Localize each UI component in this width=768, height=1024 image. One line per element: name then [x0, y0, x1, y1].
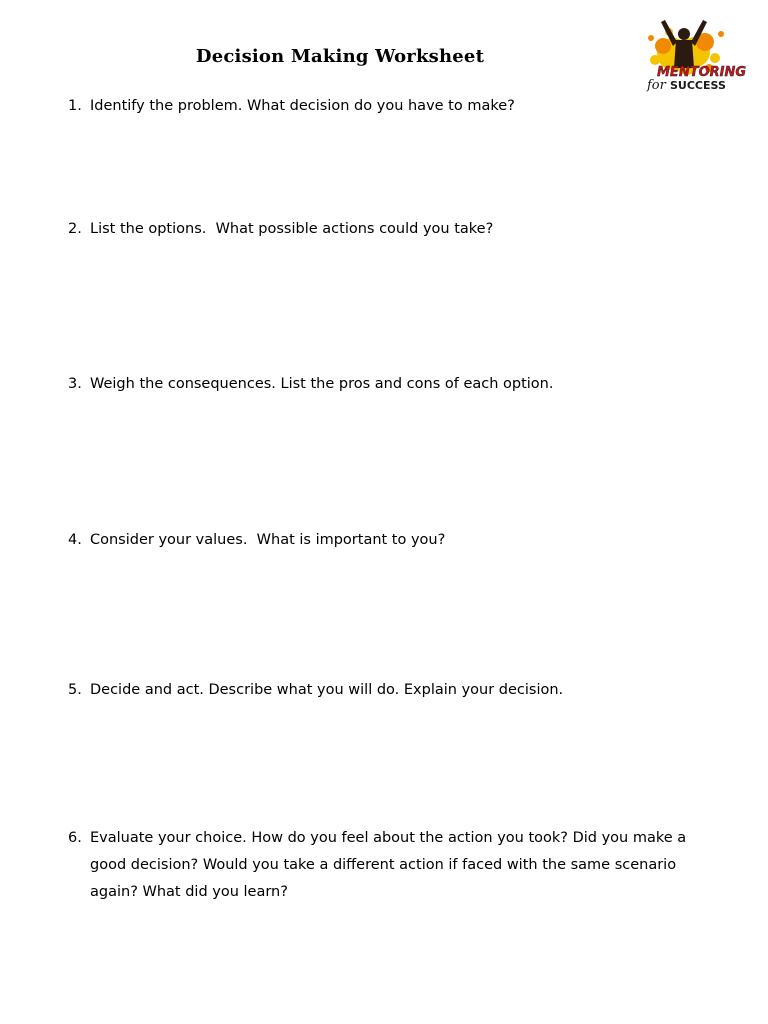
question-text: Decide and act. Describe what you will do. Explain your decision. — [90, 682, 564, 698]
page-title: Decision Making Worksheet — [195, 46, 485, 67]
logo-graphic — [643, 16, 747, 93]
question-number: 5. — [68, 682, 82, 698]
question-number: 2. — [68, 221, 82, 237]
question-text: Identify the problem. What decision do you have to make? — [90, 98, 515, 114]
question-text: Weigh the consequences. List the pros and cons of each option. — [90, 376, 554, 392]
question-number: 4. — [68, 532, 82, 548]
mentoring-for-success-logo — [643, 16, 747, 93]
question-text: Consider your values. What is important to you? — [90, 532, 446, 548]
question-text: Evaluate your choice. How do you feel about the action you took? Did you make a good decision? Would you take a different action if faced with the same scenario again? What did you learn? — [90, 830, 687, 900]
question-2 — [68, 216, 708, 243]
question-number: 3. — [68, 376, 82, 392]
logo-text-success: SUCCESS — [670, 79, 726, 92]
question-text: List the options. What possible actions could you take? — [90, 221, 494, 237]
question-number: 1. — [68, 98, 82, 114]
logo-text-for: for — [647, 78, 666, 93]
question-1 — [68, 93, 708, 120]
logo-text-mentoring: MENTORING — [657, 65, 747, 80]
question-6 — [68, 825, 708, 906]
question-number: 6. — [68, 830, 82, 846]
question-4 — [68, 527, 708, 554]
question-3 — [68, 371, 708, 398]
question-5 — [68, 677, 708, 704]
